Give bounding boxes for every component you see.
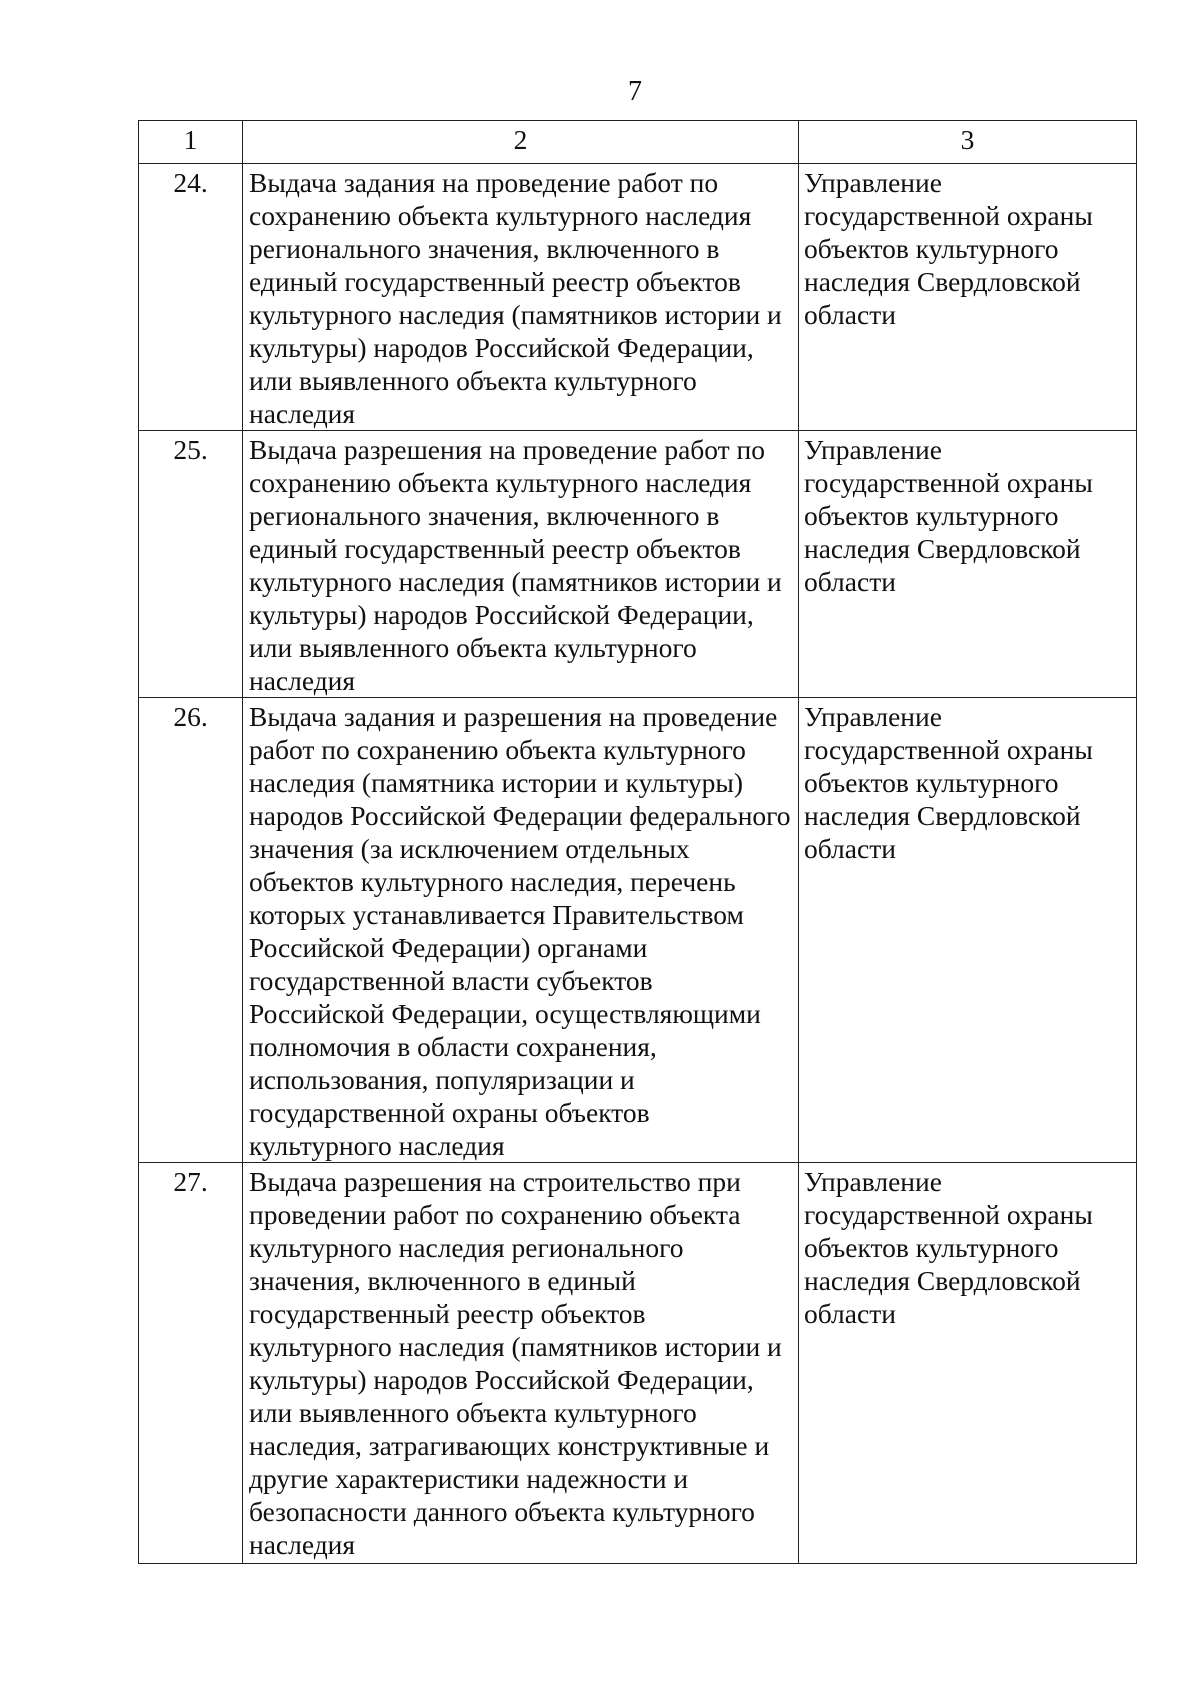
service-description: Выдача разрешения на строительство при проведении работ по сохранению объекта культурного наследия регионального значения, включенного в единый государственный реестр объектов культурного наследия (памятников истории и культуры) народов Российской Федерации, или выявленного объекта культурного наследия, затрагивающих конструктивные и другие характеристики надежности и безопасности данного объекта культурного наследия xyxy=(243,1163,799,1564)
column-header-1: 1 xyxy=(139,121,243,164)
table-body xyxy=(139,164,1137,1564)
row-number: 27. xyxy=(139,1163,243,1564)
page-number: 7 xyxy=(628,76,642,107)
row-number: 24. xyxy=(139,164,243,431)
service-description: Выдача разрешения на проведение работ по сохранению объекта культурного наследия регионального значения, включенного в единый государственный реестр объектов культурного наследия (памятников истории и культуры) народов Российской Федерации, или выявленного объекта культурного наследия xyxy=(243,431,799,698)
table-row xyxy=(139,164,1137,431)
row-number: 26. xyxy=(139,698,243,1163)
row-number: 25. xyxy=(139,431,243,698)
column-header-2: 2 xyxy=(243,121,799,164)
service-description: Выдача задания и разрешения на проведение работ по сохранению объекта культурного наследия (памятника истории и культуры) народов Российской Федерации федерального значения (за исключением отдельных объектов культурного наследия, перечень которых устанавливается Правительством Российской Федерации) органами государственной власти субъектов Российской Федерации, осуществляющими полномочия в области сохранения, использования, популяризации и государственной охраны объектов культурного наследия xyxy=(243,698,799,1163)
responsible-organization: Управление государственной охраны объектов культурного наследия Свердловской области xyxy=(799,698,1137,1163)
services-table xyxy=(138,120,1137,1564)
responsible-organization: Управление государственной охраны объектов культурного наследия Свердловской области xyxy=(799,431,1137,698)
table-header xyxy=(139,121,1137,164)
responsible-organization: Управление государственной охраны объектов культурного наследия Свердловской области xyxy=(799,164,1137,431)
responsible-organization: Управление государственной охраны объектов культурного наследия Свердловской области xyxy=(799,1163,1137,1564)
table-row xyxy=(139,431,1137,698)
column-header-3: 3 xyxy=(799,121,1137,164)
service-description: Выдача задания на проведение работ по сохранению объекта культурного наследия регионального значения, включенного в единый государственный реестр объектов культурного наследия (памятников истории и культуры) народов Российской Федерации, или выявленного объекта культурного наследия xyxy=(243,164,799,431)
table-row xyxy=(139,698,1137,1163)
table-row xyxy=(139,1163,1137,1564)
header-row xyxy=(139,121,1137,164)
